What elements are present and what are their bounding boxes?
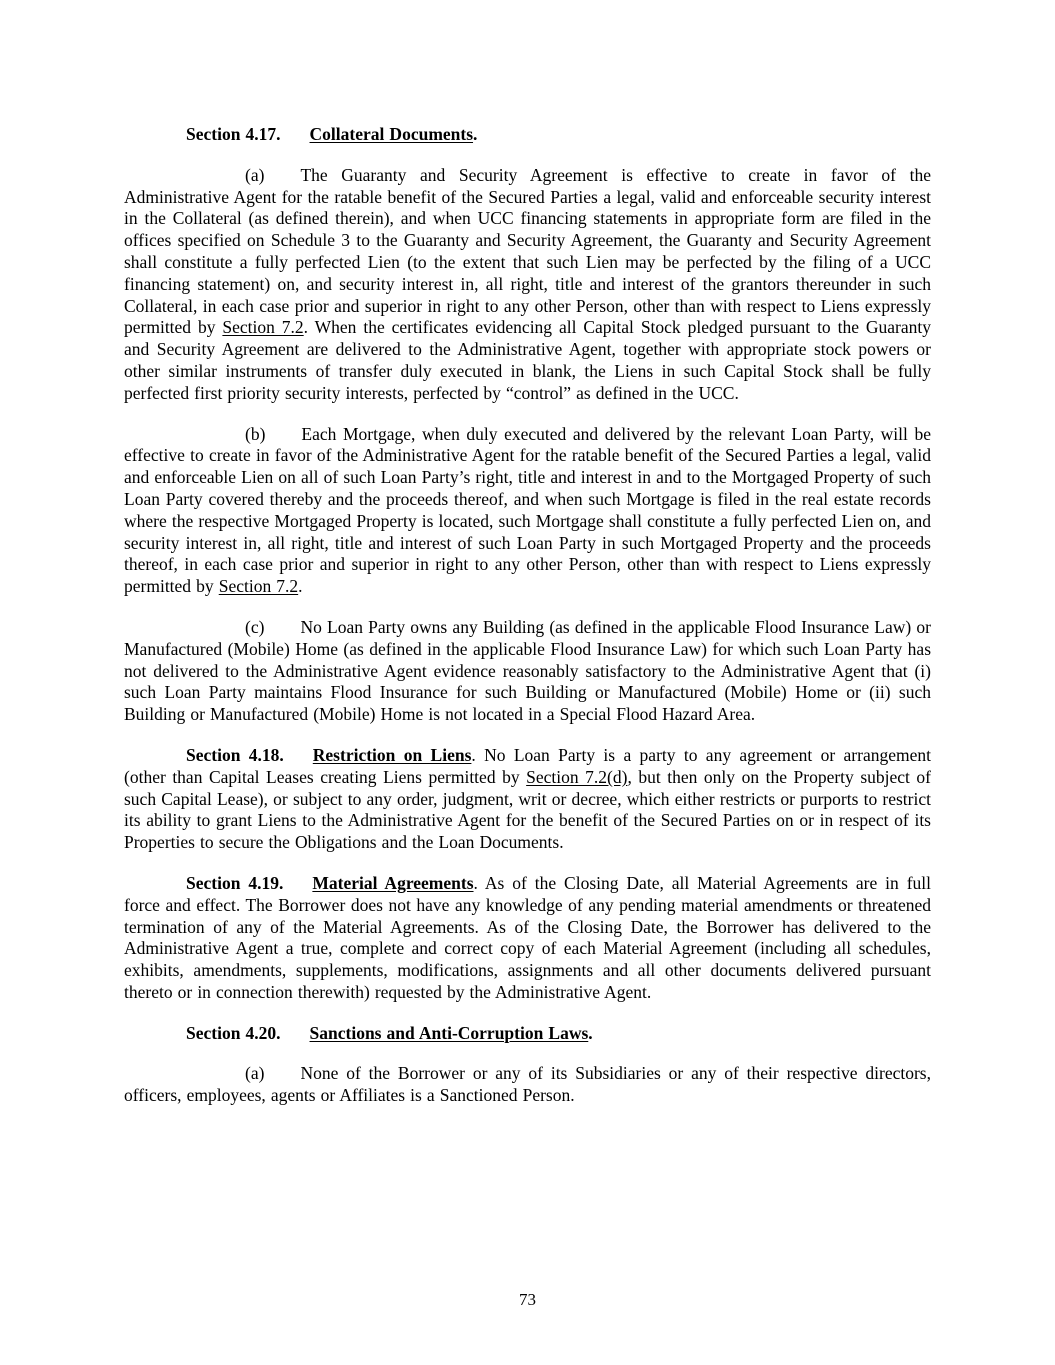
section-4.20-heading xyxy=(124,1023,931,1045)
section-4.18-title: Restriction on Liens xyxy=(312,744,472,765)
section-4.19-title: Material Agreements xyxy=(312,872,474,893)
section-4.17-title: Collateral Documents xyxy=(309,124,474,144)
section-4.18-paragraph xyxy=(124,745,931,854)
paragraph-text: No Loan Party owns any Building (as defined in the applicable Flood Insurance Law) or Manufactured (Mobile) Home (as defined in the applicable Flood Insurance Law) for which such Loan Party has not delivered to the Administrative Agent evidence reasonably satisfactory to the Administrative Agent that (i) such Loan Party maintains Flood Insurance for such Building or Manufactured (Mobile) Home or (ii) such Building or Manufactured (Mobile) Home is not located in a Special Flood Hazard Area. xyxy=(124,616,931,725)
section-4.17-title-period: . xyxy=(473,124,478,144)
paragraph-text: . As of the Closing Date, all Material Agreements are in full force and effect. The Borrower does not have any knowledge of any pending material amendments or threatened termination of any of the Material Agreements. As of the Closing Date, the Borrower has delivered to the Administrative Agent a true, complete and correct copy of each Material Agreement (including all schedules, exhibits, amendments, supplements, modifications, assignments and all other documents delivered pursuant thereto or in connection therewith) requested by the Administrative Agent. xyxy=(124,872,932,1002)
section-4.20-number: Section 4.20. xyxy=(186,1022,281,1043)
section-4.19-number: Section 4.19. xyxy=(186,872,284,893)
paragraph-marker: (b) xyxy=(245,423,266,444)
paragraph-text: Each Mortgage, when duly executed and delivered by the relevant Loan Party, will be effective to create in favor of the Administrative Agent for the ratable benefit of the Secured Parties a legal, valid and enforceable Lien on all of such Loan Party’s right, title and interest in and to the Mortgaged Property of such Loan Party covered thereby and the proceeds thereof, and when such Mortgage is filed in the real estate records where the respective Mortgaged Property is located, such Mortgage shall constitute a fully perfected Lien on, and security interest in, all right, title and interest of such Loan Party in such Mortgaged Property and the proceeds thereof, in each case prior and superior in right to any other Person, other than with respect to Liens expressly permitted by xyxy=(124,423,931,597)
section-4.17-number: Section 4.17. xyxy=(186,124,281,144)
section-4.20-title: Sanctions and Anti-Corruption Laws xyxy=(309,1022,589,1043)
paragraph-4.17-c xyxy=(124,617,931,726)
paragraph-marker: (a) xyxy=(245,1063,265,1084)
section-4.19-paragraph xyxy=(124,873,931,1004)
paragraph-marker: (a) xyxy=(245,164,265,185)
paragraph-text: . xyxy=(298,576,303,597)
section-4.17-heading xyxy=(124,124,931,146)
paragraph-text: . No Loan Party is a party to any agreement or arrangement (other than Capital Leases creating Liens permitted by xyxy=(124,744,931,787)
paragraph-text: None of the Borrower or any of its Subsidiaries or any of their respective directors, officers, employees, agents or Affiliates is a Sanctioned Person. xyxy=(124,1063,931,1106)
paragraph-4.17-a xyxy=(124,165,931,405)
section-4.20-title-period: . xyxy=(588,1022,593,1043)
paragraph-4.20-a xyxy=(124,1063,931,1107)
paragraph-text: . When the certificates evidencing all Capital Stock pledged pursuant to the Guaranty and Security Agreement are delivered to the Administrative Agent, together with appropriate stock powers or other similar instruments of transfer duly executed in blank, the Liens in such Capital Stock shall be fully perfected first priority security interests, perfected by “control” as defined in the UCC. xyxy=(124,317,931,403)
link-section-7.2[interactable]: Section 7.2 xyxy=(218,576,299,597)
paragraph-marker: (c) xyxy=(245,616,265,637)
link-section-7.2d[interactable]: Section 7.2(d) xyxy=(526,766,628,787)
paragraph-text: , but then only on the Property subject of such Capital Lease), or subject to any order, judgment, writ or decree, which either restricts or purports to restrict its ability to grant Liens to the Administrative Agent for the benefit of the Secured Parties on or in respect of its Properties to secure the Obligations and the Loan Documents. xyxy=(124,766,931,853)
page-number: 73 xyxy=(519,1290,536,1309)
paragraph-text: The Guaranty and Security Agreement is effective to create in favor of the Administrative Agent for the ratable benefit of the Secured Parties a legal, valid and enforceable security interest in the Collateral (as defined therein), and when UCC financing statements in appropriate form are filed in the offices specified on Schedule 3 to the Guaranty and Security Agreement, the Guaranty and Security Agreement shall constitute a fully perfected Lien (to the extent that such Lien may be perfected by the filing of a UCC financing statement) on, and security interest in, all right, title and interest of the grantors thereunder in such Collateral, in each case prior and superior in right to any other Person, other than with respect to Liens expressly permitted by xyxy=(124,164,931,338)
link-section-7.2[interactable]: Section 7.2 xyxy=(222,317,304,338)
paragraph-4.17-b xyxy=(124,424,931,598)
document-content xyxy=(124,124,931,1126)
section-4.18-number: Section 4.18. xyxy=(186,744,284,765)
